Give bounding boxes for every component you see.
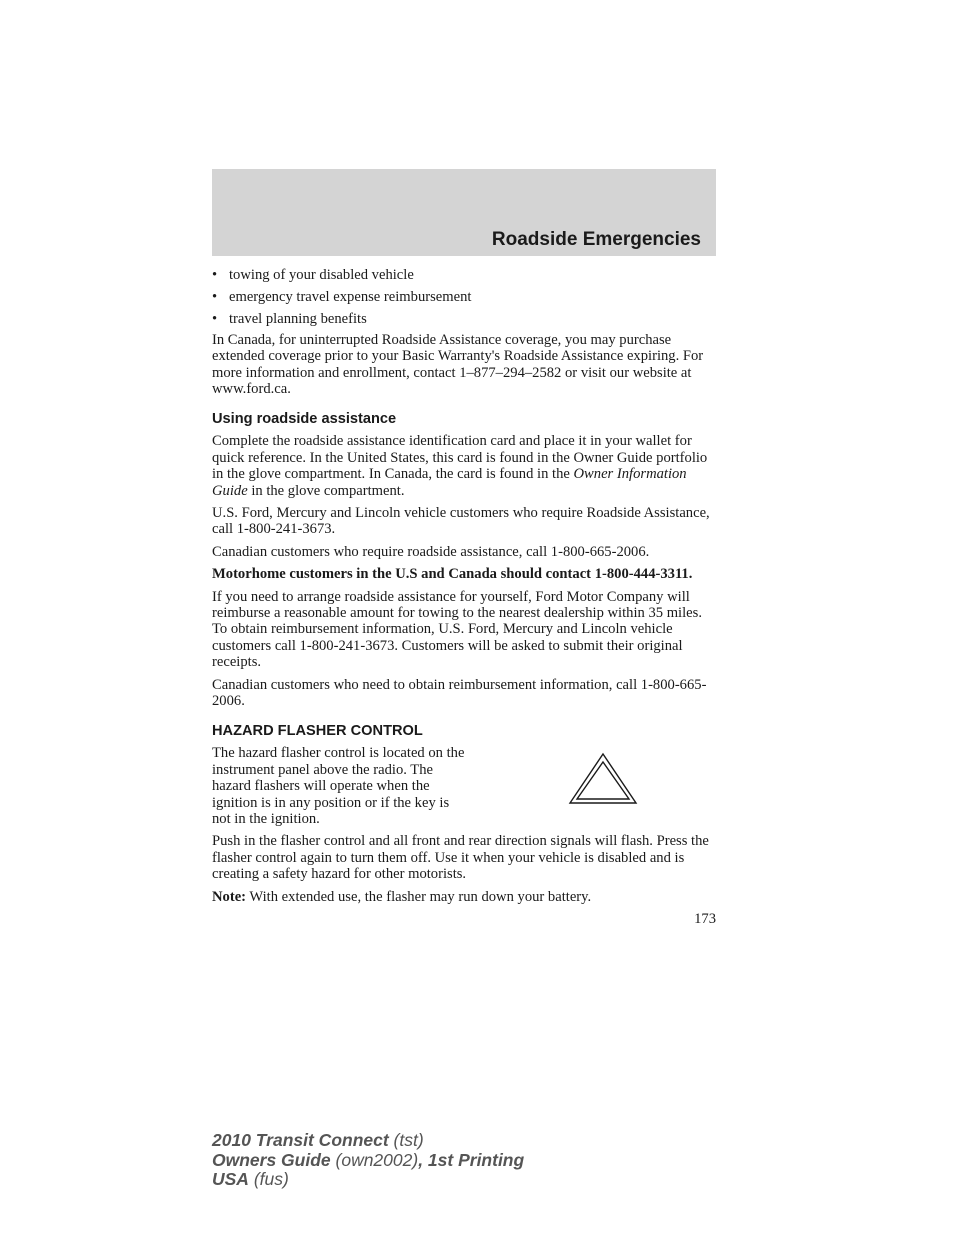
guide-title: Owner Information Guide (212, 466, 687, 499)
hazard-triangle-icon (568, 752, 638, 806)
note-text: With extended use, the flasher may run down your battery. (246, 888, 592, 905)
footer-code: (own2002) (330, 1149, 419, 1170)
benefits-list (212, 267, 716, 327)
hazard-flasher-heading: HAZARD FLASHER CONTROL (212, 723, 423, 740)
footer-code: (tst) (388, 1130, 424, 1150)
footer-printing: , 1st Printing (418, 1149, 525, 1170)
us-customers-paragraph: U.S. Ford, Mercury and Lincoln vehicle customers who require Roadside Assistance, call 1-800-241-3673. (212, 504, 710, 538)
note-paragraph (212, 889, 716, 905)
paragraph-text: Complete the roadside assistance identification card and place it in your wallet for quick reference. In the United States, this card is found in the Owner Guide portfolio in the glove compartment. In Canada, the card is found in the (212, 433, 708, 483)
paragraph-text: in the glove compartment. (247, 482, 405, 499)
canada-coverage-paragraph: In Canada, for uninterrupted Roadside Assistance coverage, you may purchase extended coverage prior to your Basic Warranty's Roadside Assistance expiring. For more information and enrollment, contact 1–877–294–2582 or visit our website at www.ford.ca. (212, 331, 704, 397)
hazard-location-paragraph: The hazard flasher control is located on the instrument panel above the radio. The hazard flashers will operate when the ignition is in any position or if the key is not in the ignition. (212, 745, 465, 828)
document-footer (212, 1131, 524, 1190)
page-content (212, 267, 716, 928)
hazard-figure-row (212, 745, 716, 827)
reimbursement-paragraph: If you need to arrange roadside assistance for yourself, Ford Motor Company will reimburse a reasonable amount for towing to the nearest dealership within 35 miles. To obtain reimbursement information, U.S. Ford, Mercury and Lincoln vehicle customers call 1-800-241-3673. Customers will be asked to submit their original receipts. (212, 588, 702, 671)
section-header-band (212, 169, 716, 256)
footer-code: (fus) (248, 1169, 289, 1190)
section-title: Roadside Emergencies (491, 229, 701, 250)
footer-model: 2010 Transit Connect (212, 1130, 389, 1150)
note-label: Note: (212, 888, 247, 905)
flasher-usage-paragraph: Push in the flasher control and all front and rear direction signals will flash. Press the flasher control again to turn them off. Use it when your vehicle is disabled and is creating a safety hazard for other motorists. (212, 833, 709, 883)
footer-line (212, 1170, 524, 1190)
using-roadside-heading: Using roadside assistance (212, 411, 397, 428)
identification-card-paragraph (212, 433, 716, 499)
footer-line (212, 1131, 524, 1151)
list-item: • emergency travel expense reimbursement (212, 289, 716, 305)
canadian-reimbursement-paragraph: Canadian customers who need to obtain reimbursement information, call 1-800-665-2006. (212, 676, 707, 710)
list-item: • towing of your disabled vehicle (212, 267, 716, 283)
footer-guide: Owners Guide (212, 1149, 331, 1170)
footer-line (212, 1151, 524, 1171)
page-number: 173 (694, 911, 716, 928)
canadian-customers-paragraph: Canadian customers who require roadside assistance, call 1-800-665-2006. (212, 543, 650, 560)
list-item: • travel planning benefits (212, 311, 716, 327)
motorhome-paragraph: Motorhome customers in the U.S and Canada should contact 1-800-444-3311. (212, 566, 693, 583)
footer-market: USA (212, 1169, 249, 1190)
